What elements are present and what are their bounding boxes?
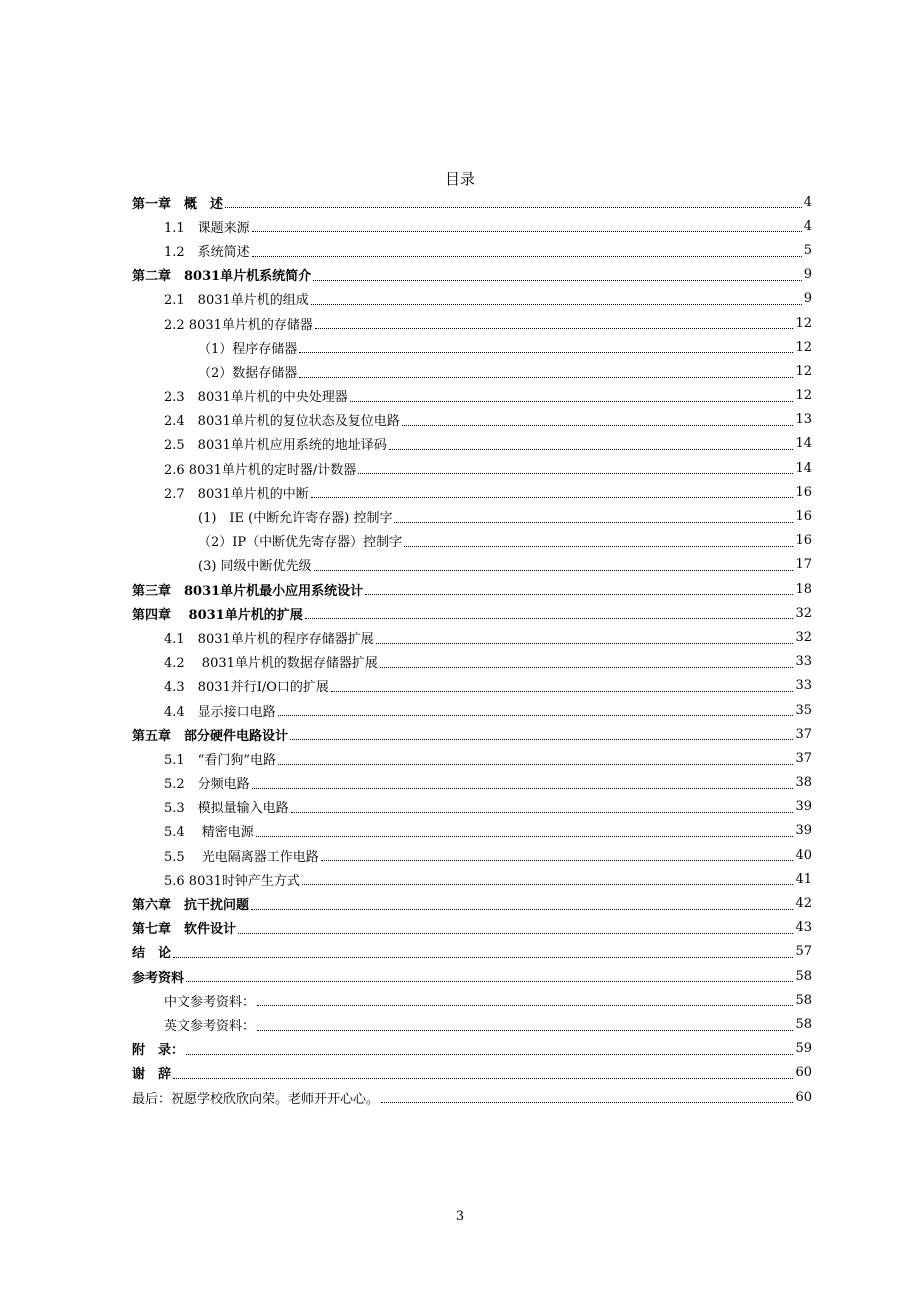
toc-entry-page: 12 (795, 315, 812, 331)
toc-entry[interactable] (132, 263, 812, 287)
toc-entry-title: 2.5 8031单片机应用系统的地址译码 (164, 438, 387, 454)
toc-entry-title: 2.7 8031单片机的中断 (164, 486, 309, 502)
toc-entry[interactable] (132, 746, 812, 770)
toc-entry-page: 14 (795, 436, 812, 452)
toc-entry-page: 37 (795, 726, 812, 742)
toc-dot-leader (256, 835, 794, 837)
toc-entry-title: 中文参考资料： (164, 994, 256, 1010)
toc-entry[interactable] (132, 916, 812, 940)
toc-entry-page: 5 (803, 242, 812, 258)
toc-dot-leader (381, 1101, 793, 1103)
toc-entry-title: 4.4 显示接口电路 (164, 704, 276, 720)
toc-entry[interactable] (132, 940, 812, 964)
toc-entry-title: 4.1 8031单片机的程序存储器扩展 (164, 631, 374, 647)
table-of-contents (132, 190, 812, 1109)
toc-entry-page: 14 (795, 460, 812, 476)
toc-entry-page: 43 (795, 920, 812, 936)
toc-entry-title: 第五章 部分硬件电路设计 (132, 728, 289, 744)
toc-dot-leader (321, 859, 794, 861)
toc-entry-title: 谢 辞 (132, 1067, 172, 1083)
toc-entry-page: 39 (795, 799, 812, 815)
toc-entry[interactable] (132, 722, 812, 746)
toc-entry[interactable] (132, 1061, 812, 1085)
toc-dot-leader (365, 593, 793, 595)
toc-entry-page: 60 (795, 1065, 812, 1081)
toc-entry-page: 12 (795, 363, 812, 379)
toc-dot-leader (186, 1053, 793, 1055)
toc-entry-title: （2）IP（中断优先寄存器）控制字 (198, 535, 403, 551)
toc-entry[interactable] (132, 384, 812, 408)
toc-entry[interactable] (132, 504, 812, 528)
toc-dot-leader (173, 956, 793, 958)
toc-entry-page: 38 (795, 775, 812, 791)
toc-entry-title: 2.6 8031单片机的定时器/计数器 (164, 462, 357, 478)
toc-dot-leader (251, 908, 793, 910)
toc-dot-leader (238, 932, 793, 934)
toc-entry-title: （1）程序存储器 (198, 341, 298, 357)
toc-entry-page: 9 (803, 291, 812, 307)
toc-entry-title: 第四章 8031单片机的扩展 (132, 607, 303, 623)
toc-entry[interactable] (132, 359, 812, 383)
toc-entry-title: (1) IE (中断允许寄存器) 控制字 (198, 511, 393, 527)
toc-entry-title: 英文参考资料： (164, 1018, 256, 1034)
toc-entry[interactable] (132, 311, 812, 335)
toc-entry-title: 5.6 8031时钟产生方式 (164, 873, 300, 889)
toc-entry-page: 17 (795, 557, 812, 573)
toc-entry[interactable] (132, 480, 812, 504)
toc-entry[interactable] (132, 698, 812, 722)
toc-dot-leader (331, 690, 794, 692)
toc-dot-leader (173, 1077, 793, 1079)
toc-dot-leader (252, 255, 802, 257)
toc-entry[interactable] (132, 238, 812, 262)
toc-dot-leader (302, 883, 794, 885)
toc-entry-title: 第一章 概 述 (132, 196, 224, 212)
toc-entry[interactable] (132, 674, 812, 698)
toc-entry-title: （2）数据存储器 (198, 365, 298, 381)
toc-entry-page: 42 (795, 896, 812, 912)
toc-entry[interactable] (132, 771, 812, 795)
toc-entry-page: 40 (795, 847, 812, 863)
toc-dot-leader (225, 206, 802, 208)
toc-entry-title: 2.1 8031单片机的组成 (164, 293, 309, 309)
toc-dot-leader (252, 230, 802, 232)
toc-entry-page: 18 (795, 581, 812, 597)
toc-entry-page: 59 (795, 1041, 812, 1057)
toc-entry[interactable] (132, 988, 812, 1012)
toc-entry-page: 4 (803, 218, 812, 234)
toc-entry-page: 57 (795, 944, 812, 960)
toc-entry[interactable] (132, 577, 812, 601)
toc-entry-title: 4.2 8031单片机的数据存储器扩展 (164, 656, 378, 672)
toc-entry-page: 4 (803, 194, 812, 210)
toc-entry[interactable] (132, 335, 812, 359)
toc-dot-leader (290, 738, 793, 740)
toc-entry-page: 12 (795, 339, 812, 355)
toc-entry-title: 4.3 8031并行I/O口的扩展 (164, 680, 329, 696)
toc-entry-page: 32 (795, 629, 812, 645)
page-number: 3 (455, 1209, 465, 1224)
toc-entry[interactable] (132, 190, 812, 214)
toc-entry-title: 2.4 8031单片机的复位状态及复位电路 (164, 414, 400, 430)
toc-dot-leader (278, 763, 793, 765)
toc-entry-title: 5.2 分频电路 (164, 777, 250, 793)
toc-entry[interactable] (132, 891, 812, 915)
toc-entry-title: 5.4 精密电源 (164, 825, 254, 841)
toc-dot-leader (299, 351, 793, 353)
toc-entry[interactable] (132, 601, 812, 625)
toc-dot-leader (376, 642, 794, 644)
toc-entry-page: 16 (795, 533, 812, 549)
toc-dot-leader (314, 569, 794, 571)
toc-entry-title: (3) 同级中断优先级 (198, 559, 312, 575)
toc-dot-leader (299, 376, 793, 378)
toc-entry-page: 35 (795, 702, 812, 718)
toc-dot-leader (278, 714, 794, 716)
toc-dot-leader (257, 1004, 793, 1006)
toc-entry-page: 13 (795, 412, 812, 428)
toc-entry-page: 58 (795, 968, 812, 984)
toc-entry[interactable] (132, 456, 812, 480)
toc-dot-leader (402, 424, 794, 426)
toc-entry[interactable] (132, 964, 812, 988)
toc-entry-title: 1.1 课题来源 (164, 220, 250, 236)
toc-entry-title: 参考资料 (132, 970, 185, 986)
toc-title: 目录 (444, 170, 475, 188)
toc-entry[interactable] (132, 1085, 812, 1109)
toc-entry-title: 2.2 8031单片机的存储器 (164, 317, 313, 333)
toc-entry[interactable] (132, 1037, 812, 1061)
toc-entry-page: 37 (795, 750, 812, 766)
toc-entry-page: 39 (795, 823, 812, 839)
toc-entry-title: 第三章 8031单片机最小应用系统设计 (132, 583, 364, 599)
toc-dot-leader (291, 811, 794, 813)
toc-dot-leader (380, 666, 794, 668)
toc-dot-leader (186, 980, 793, 982)
toc-entry-title: 结 论 (132, 946, 172, 962)
toc-entry-title: 附 录： (132, 1043, 185, 1059)
toc-entry[interactable] (132, 408, 812, 432)
toc-entry[interactable] (132, 867, 812, 891)
toc-entry[interactable] (132, 650, 812, 674)
toc-dot-leader (257, 1029, 793, 1031)
toc-entry-title: 2.3 8031单片机的中央处理器 (164, 390, 348, 406)
toc-dot-leader (305, 617, 794, 619)
toc-entry-title: 第六章 抗干扰问题 (132, 898, 250, 914)
toc-entry[interactable] (132, 287, 812, 311)
toc-entry[interactable] (132, 819, 812, 843)
toc-entry-page: 33 (795, 678, 812, 694)
toc-dot-leader (252, 787, 794, 789)
toc-entry-title: 5.3 模拟量输入电路 (164, 801, 289, 817)
toc-entry-page: 41 (795, 871, 812, 887)
toc-entry[interactable] (132, 1012, 812, 1036)
toc-entry[interactable] (132, 843, 812, 867)
toc-dot-leader (394, 521, 793, 523)
toc-entry-page: 16 (795, 509, 812, 525)
toc-dot-leader (315, 327, 794, 329)
toc-entry[interactable] (132, 795, 812, 819)
toc-dot-leader (389, 448, 794, 450)
toc-dot-leader (313, 279, 802, 281)
toc-entry-title: 第七章 软件设计 (132, 922, 237, 938)
toc-entry[interactable] (132, 553, 812, 577)
toc-entry-page: 33 (795, 654, 812, 670)
toc-entry[interactable] (132, 432, 812, 456)
toc-entry[interactable] (132, 625, 812, 649)
toc-entry-page: 32 (795, 605, 812, 621)
toc-entry-title: 最后：祝愿学校欣欣向荣。老师开开心心。 (132, 1091, 380, 1107)
toc-dot-leader (311, 496, 794, 498)
toc-dot-leader (358, 472, 793, 474)
toc-entry-page: 58 (795, 1016, 812, 1032)
toc-entry-page: 16 (795, 484, 812, 500)
toc-entry-title: 5.1 “看门狗”电路 (164, 752, 276, 768)
toc-entry-title: 5.5 光电隔离器工作电路 (164, 849, 319, 865)
toc-entry-page: 58 (795, 992, 812, 1008)
toc-dot-leader (404, 545, 793, 547)
toc-entry-title: 1.2 系统简述 (164, 244, 250, 260)
toc-entry-title: 第二章 8031单片机系统简介 (132, 269, 312, 285)
toc-entry[interactable] (132, 214, 812, 238)
toc-entry-page: 9 (803, 267, 812, 283)
toc-entry-page: 12 (795, 388, 812, 404)
toc-entry[interactable] (132, 529, 812, 553)
toc-dot-leader (350, 400, 794, 402)
toc-entry-page: 60 (795, 1089, 812, 1105)
toc-dot-leader (311, 303, 802, 305)
